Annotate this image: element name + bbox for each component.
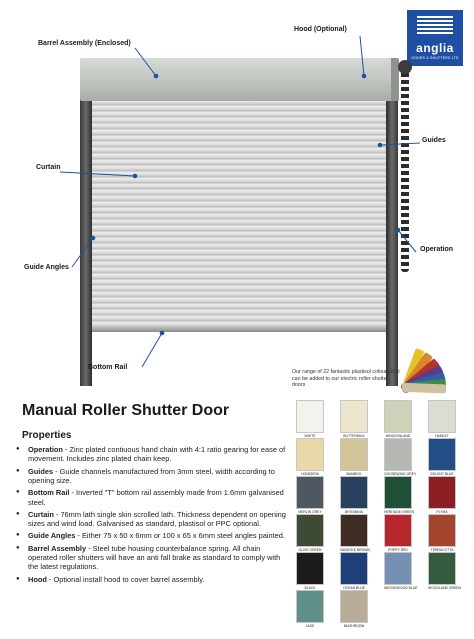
colour-swatch <box>296 590 324 628</box>
swatch-name: OCEAN BLUE <box>343 586 365 590</box>
swatch-chip <box>428 400 456 433</box>
swatch-name: BUTTERMILK <box>343 434 365 438</box>
property-text: - Zinc plated contiuous hand chain with 4:1 ratio gearing for ease of movement. Includes zinc plated chain keep. <box>28 445 286 464</box>
colour-swatch <box>384 438 417 476</box>
leader-guide-angles <box>72 238 93 267</box>
swatch-chip <box>296 438 324 471</box>
leader-hood <box>360 36 364 76</box>
property-text: - Either 75 x 50 x 6mm or 100 x 65 x 6mm steel angles painted. <box>75 531 285 541</box>
swatch-name: VANDYKE BROWN <box>340 548 370 552</box>
colour-swatch <box>384 400 412 438</box>
colour-swatch <box>428 476 456 514</box>
colour-swatch <box>384 514 412 552</box>
swatch-chip <box>428 514 456 547</box>
page-title: Manual Roller Shutter Door <box>22 402 230 419</box>
swatch-name: HONEDEW <box>301 472 319 476</box>
leader-bottom-rail <box>142 333 162 367</box>
swatch-chip <box>428 552 456 585</box>
colour-swatch <box>296 552 324 590</box>
leader-barrel-dot <box>154 74 158 78</box>
leader-guides <box>380 143 420 145</box>
property-term: Guides <box>28 466 54 476</box>
colour-swatch <box>428 514 456 552</box>
properties-list <box>14 445 286 587</box>
swatch-chip <box>340 400 368 433</box>
property-item <box>14 544 286 572</box>
colour-swatch <box>340 552 368 590</box>
swatch-name: HERITAGE GREEN <box>384 510 415 514</box>
property-text: - Inverted "T" bottom rail assembly made from 1.6mm galvanised steel. <box>28 488 284 507</box>
leader-guides-dot <box>378 143 382 147</box>
swatch-name: BLACK <box>304 586 316 590</box>
swatch-chip <box>296 400 324 433</box>
colour-swatch <box>340 400 368 438</box>
swatch-chip <box>384 438 412 471</box>
swatch-chip <box>384 514 412 547</box>
leader-operation-dot <box>396 228 400 232</box>
swatch-chip <box>296 590 324 623</box>
colour-swatch <box>340 590 368 628</box>
swatch-chip <box>340 590 368 623</box>
swatch-chip <box>296 514 324 547</box>
leader-curtain <box>60 172 135 176</box>
swatch-name: OLIVE GREEN <box>298 548 322 552</box>
property-text: - 76mm lath single skin scrolled lath. Thickness dependent on opening sizes and wind load. Galvanised as standard, plastisol or PPC optional. <box>28 509 286 529</box>
colour-swatch <box>428 400 456 438</box>
colour-swatch <box>296 400 324 438</box>
property-text: - Optional install hood to cover barrel assembly. <box>46 574 205 584</box>
property-text: - Guide channels manufactured from 3mm steel, width according to opening size. <box>28 466 275 486</box>
property-term: Bottom Rail <box>28 488 70 498</box>
colour-swatch <box>296 438 324 476</box>
logo-wordmark: anglia <box>416 41 454 55</box>
colour-fan-icon <box>400 350 452 394</box>
colour-swatch <box>384 552 418 590</box>
label-operation: Operation <box>420 246 454 253</box>
property-text: - Steel tube housing counterbalance spring. All chain operated roller shutters will have an anti fall brake as standard to comply with the latest regulations. <box>28 543 281 572</box>
colour-swatch <box>340 514 368 552</box>
colour-swatch <box>296 514 324 552</box>
property-item <box>14 445 286 464</box>
swatch-chip <box>340 476 368 509</box>
logo-tagline: DOORS & SHUTTERS LTD <box>411 56 459 60</box>
label-hood: Hood (Optional) <box>294 26 347 33</box>
swatch-name: WHITE <box>304 434 316 438</box>
label-bottom-rail: Bottom Rail <box>88 364 128 371</box>
label-guide-angles: Guide Angles <box>24 264 69 271</box>
property-item <box>14 488 286 507</box>
swatch-name: WOODLAND GREEN <box>428 586 461 590</box>
swatch-chip <box>428 438 456 471</box>
swatch-name: MEADOWLAND <box>385 434 411 438</box>
swatch-name: JADE <box>305 624 315 628</box>
swatch-chip <box>340 514 368 547</box>
leader-hood-dot <box>362 74 366 78</box>
swatch-name: BAMBOO <box>346 472 362 476</box>
swatch-name: POPPY RED <box>388 548 408 552</box>
property-item <box>14 531 286 540</box>
property-term: Curtain <box>28 509 54 519</box>
property-term: Hood <box>28 574 47 584</box>
label-guides: Guides <box>422 137 446 144</box>
swatch-name: PLYMA <box>436 510 448 514</box>
swatch-name: HAMLET <box>435 434 449 438</box>
swatch-chip <box>340 438 368 471</box>
colour-swatch <box>340 438 368 476</box>
leader-curtain-dot <box>133 174 137 178</box>
swatch-name: MERLIN GREY <box>298 510 322 514</box>
plastisol-note: Our range of 22 fantastic plastisol colours that can be added to our electric roller shutter doors <box>292 369 400 389</box>
leader-guide-angles-dot <box>91 236 95 240</box>
leader-operation <box>398 230 416 252</box>
swatch-chip <box>384 552 412 585</box>
property-item <box>14 467 286 486</box>
property-term: Operation <box>28 445 63 454</box>
swatch-chip <box>428 476 456 509</box>
swatch-name: WEDGEWOOD BLUE <box>384 586 418 590</box>
swatch-chip <box>384 400 412 433</box>
swatch-chip <box>296 552 324 585</box>
property-item <box>14 510 286 529</box>
colour-swatch <box>428 552 461 590</box>
swatch-name: SOLENT BLUE <box>430 472 454 476</box>
leader-bottom-rail-dot <box>160 331 164 335</box>
colour-swatch-grid <box>290 400 460 632</box>
swatch-name: MUSHROOM <box>343 624 365 628</box>
label-barrel-assembly: Barrel Assembly (Enclosed) <box>38 40 131 47</box>
properties-heading: Properties <box>22 430 72 441</box>
swatch-chip <box>296 476 324 509</box>
leader-barrel <box>135 48 156 76</box>
swatch-chip <box>340 552 368 585</box>
swatch-name: GOOSEWING GREY <box>384 472 417 476</box>
colour-swatch <box>340 476 368 514</box>
label-curtain: Curtain <box>36 164 61 171</box>
property-term: Guide Angles <box>28 531 76 541</box>
colour-swatch <box>428 438 456 476</box>
swatch-name: BRITANNIA <box>345 510 363 514</box>
property-term: Barrel Assembly <box>28 543 87 553</box>
swatch-chip <box>384 476 412 509</box>
colour-swatch <box>296 476 324 514</box>
swatch-name: TERRACOTTA <box>430 548 454 552</box>
colour-swatch <box>384 476 415 514</box>
property-item <box>14 575 286 584</box>
